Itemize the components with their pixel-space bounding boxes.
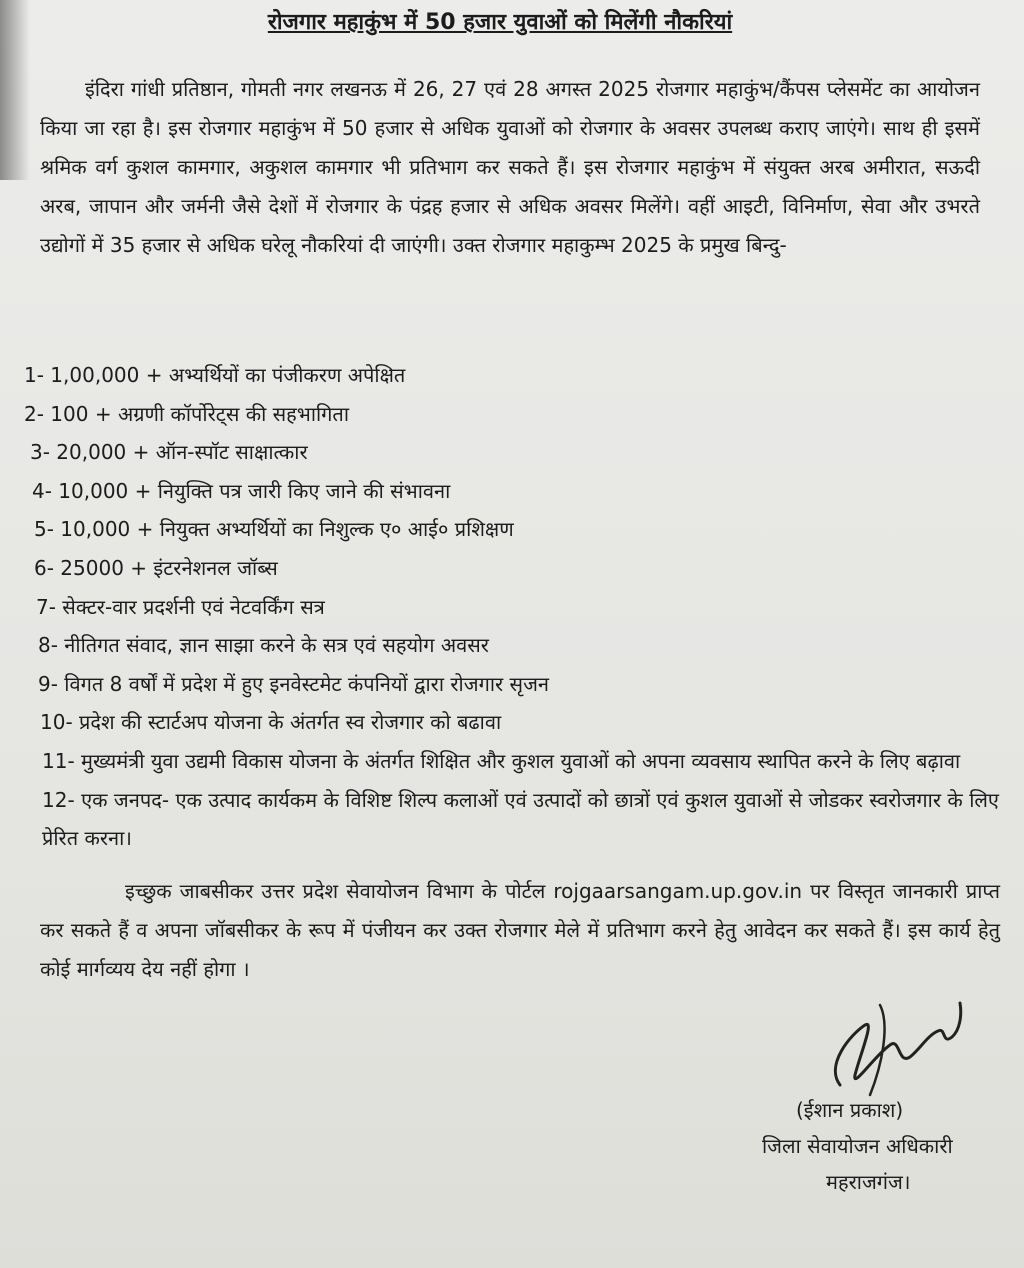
list-item: 7- सेक्टर-वार प्रदर्शनी एवं नेटवर्किंग सत्र [36,594,325,619]
signatory-block [740,1092,1020,1200]
list-item: 6- 25000 + इंटरनेशनल जॉब्स [34,555,278,580]
list-item: 5- 10,000 + नियुक्त अभ्यर्थियों का निशुल्क ए० आई० प्रशिक्षण [34,517,514,542]
key-points-list [24,356,999,858]
list-item: 9- विगत 8 वर्षों में प्रदेश में हुए इनवेस्टमेट कंपनियों द्वारा रोजगार सृजन [38,671,550,696]
signatory-designation: जिला सेवायोजन अधिकारी [762,1134,953,1158]
intro-paragraph: इंदिरा गांधी प्रतिष्ठान, गोमती नगर लखनऊ में 26, 27 एवं 28 अगस्त 2025 रोजगार महाकुंभ/कैंपस प्लेसमेंट का आयोजन किया जा रहा है। इस रोजगार महाकुंभ में 50 हजार से अधिक युवाओं को रोजगार के अवसर उपलब्ध कराए जाएंगे। साथ ही इसमें श्रमिक वर्ग कुशल कामगार, अकुशल कामगार भी प्रतिभाग कर सकते हैं। इस रोजगार महाकुंभ में संयुक्त अरब अमीरात, सऊदी अरब, जापान और जर्मनी जैसे देशों में रोजगार के पंद्रह हजार से अधिक अवसर मिलेंगे। वहीं आइटी, विनिर्माण, सेवा और उभरते उद्योगों में 35 हजार से अधिक घरेलू नौकरियां दी जाएंगी। उक्त रोजगार महाकुम्भ 2025 के प्रमुख बिन्दु- [40,77,980,257]
signatory-name: (ईशान प्रकाश) [796,1098,904,1122]
list-item: 10- प्रदेश की स्टार्टअप योजना के अंतर्गत स्व रोजगार को बढावा [40,710,502,735]
document-title: रोजगार महाकुंभ में 50 हजार युवाओं को मिलेंगी नौकरियां [267,10,733,35]
list-item: 1- 1,00,000 + अभ्यर्थियों का पंजीकरण अपेक्षित [24,363,406,387]
signatory-place: महराजगंज। [826,1170,911,1194]
list-item: 11- मुख्यमंत्री युवा उद्यमी विकास योजना के अंतर्गत शिक्षित और कुशल युवाओं को अपना व्यवसाय स्थापित करने के लिए बढ़ावा [42,748,961,773]
list-item: 2- 100 + अग्रणी कॉर्पोरेट्स की सहभागिता [24,401,350,426]
closing-paragraph: इच्छुक जाबसीकर उत्तर प्रदेश सेवायोजन विभाग के पोर्टल rojgaarsangam.up.gov.in पर विस्तृत जानकारी प्राप्त कर सकते हैं व अपना जॉबसीकर के रूप में पंजीयन कर उक्त रोजगार मेले में प्रतिभाग करने हेतु आवेदन कर सकते हैं। इस कार्य हेतु कोई मार्गव्यय देय नहीं होगा । [40,879,1000,981]
list-item: 12- एक जनपद- एक उत्पाद कार्यकम के विशिष्ट शिल्प कलाओं एवं उत्पादों को छात्रों एवं कुशल युवाओं से जोडकर स्वरोजगार के लिए प्रेरित करना। [42,787,999,851]
list-item: 4- 10,000 + नियुक्ति पत्र जारी किए जाने की संभावना [32,478,451,503]
list-item: 3- 20,000 + ऑन-स्पॉट साक्षात्कार [30,440,308,465]
list-item: 8- नीतिगत संवाद, ज्ञान साझा करने के सत्र एवं सहयोग अवसर [38,633,489,658]
handwritten-signature [820,985,980,1105]
